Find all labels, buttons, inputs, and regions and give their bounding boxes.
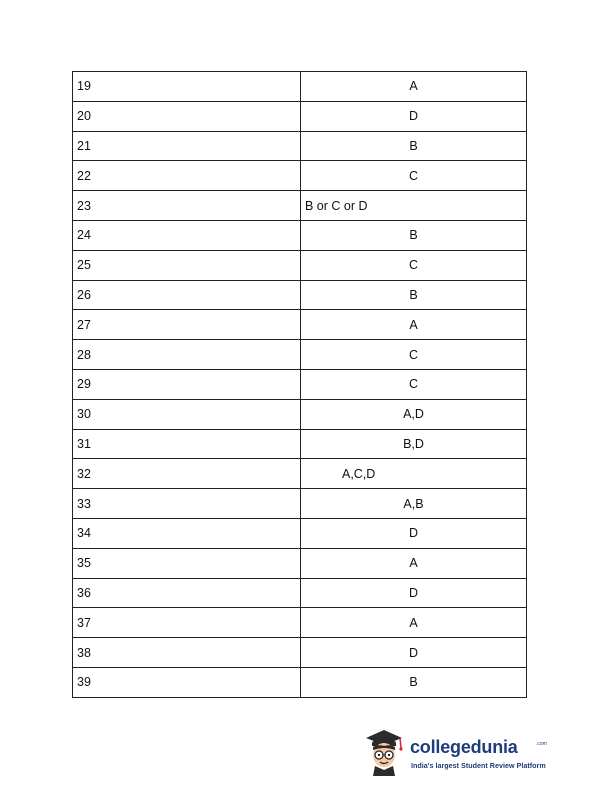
answer-cell	[301, 220, 527, 250]
mascot-icon	[360, 724, 408, 776]
answer-text: B	[409, 138, 418, 153]
table-row	[73, 310, 527, 340]
table-row	[73, 608, 527, 638]
table-row	[73, 548, 527, 578]
question-number-cell: 21	[73, 131, 301, 161]
question-number-cell: 22	[73, 161, 301, 191]
answer-cell	[301, 429, 527, 459]
answer-cell	[301, 280, 527, 310]
answer-text: B or C or D	[305, 198, 368, 213]
answer-cell	[301, 489, 527, 519]
answer-text: D	[408, 526, 419, 541]
table-row	[73, 518, 527, 548]
answer-text: B	[409, 228, 418, 243]
question-number-cell: 31	[73, 429, 301, 459]
table-row	[73, 489, 527, 519]
table-row	[73, 250, 527, 280]
answer-text: A	[409, 615, 418, 630]
answer-text: A	[409, 79, 418, 94]
question-number-cell: 34	[73, 518, 301, 548]
answer-text: C	[408, 258, 419, 273]
question-number-cell: 38	[73, 638, 301, 668]
brand-tagline: India's largest Student Review Platform	[411, 761, 546, 770]
table-row	[73, 578, 527, 608]
question-number-cell: 32	[73, 459, 301, 489]
answer-cell	[301, 250, 527, 280]
answer-cell	[301, 608, 527, 638]
answer-text: B	[409, 675, 418, 690]
answer-cell	[301, 191, 527, 221]
question-number-cell: 29	[73, 369, 301, 399]
answer-cell	[301, 161, 527, 191]
collegedunia-logo	[360, 724, 550, 776]
brand-suffix: .com	[536, 741, 547, 747]
question-number-cell: 36	[73, 578, 301, 608]
table-row	[73, 161, 527, 191]
table-row	[73, 667, 527, 697]
answer-cell	[301, 667, 527, 697]
answer-cell	[301, 459, 527, 489]
table-row	[73, 72, 527, 102]
answer-text: A,D	[403, 407, 424, 422]
question-number-cell: 19	[73, 72, 301, 102]
question-number-cell: 24	[73, 220, 301, 250]
table-row	[73, 220, 527, 250]
table-row	[73, 280, 527, 310]
answer-cell	[301, 340, 527, 370]
brand-name: collegedunia	[410, 737, 518, 757]
question-number-cell: 27	[73, 310, 301, 340]
question-number-cell: 20	[73, 101, 301, 131]
answer-cell	[301, 518, 527, 548]
table-row	[73, 638, 527, 668]
answer-text: C	[408, 168, 419, 183]
question-number-cell: 35	[73, 548, 301, 578]
table-row	[73, 369, 527, 399]
question-number-cell: 28	[73, 340, 301, 370]
answer-cell	[301, 101, 527, 131]
question-number-cell: 26	[73, 280, 301, 310]
answer-text: A,B	[403, 496, 424, 511]
question-number-cell: 33	[73, 489, 301, 519]
table-row	[73, 101, 527, 131]
table-row	[73, 459, 527, 489]
answer-cell	[301, 399, 527, 429]
answer-cell	[301, 548, 527, 578]
table-row	[73, 340, 527, 370]
answer-text: B	[409, 287, 418, 302]
answer-cell	[301, 638, 527, 668]
answer-cell	[301, 369, 527, 399]
answer-text: C	[408, 347, 419, 362]
answer-text: A,C,D	[342, 466, 376, 481]
table-row	[73, 191, 527, 221]
answer-key-table	[72, 71, 527, 698]
answer-text: B,D	[403, 436, 424, 451]
question-number-cell: 23	[73, 191, 301, 221]
answer-text: A	[409, 556, 418, 571]
answer-text: D	[408, 585, 419, 600]
table-row	[73, 131, 527, 161]
answer-text: C	[408, 377, 419, 392]
answer-text: A	[409, 317, 418, 332]
answer-text: D	[408, 109, 419, 124]
answer-cell	[301, 310, 527, 340]
question-number-cell: 37	[73, 608, 301, 638]
answer-cell	[301, 72, 527, 102]
question-number-cell: 25	[73, 250, 301, 280]
answer-cell	[301, 578, 527, 608]
answer-text: D	[408, 645, 419, 660]
table-row	[73, 399, 527, 429]
table-row	[73, 429, 527, 459]
question-number-cell: 30	[73, 399, 301, 429]
answer-cell	[301, 131, 527, 161]
question-number-cell: 39	[73, 667, 301, 697]
